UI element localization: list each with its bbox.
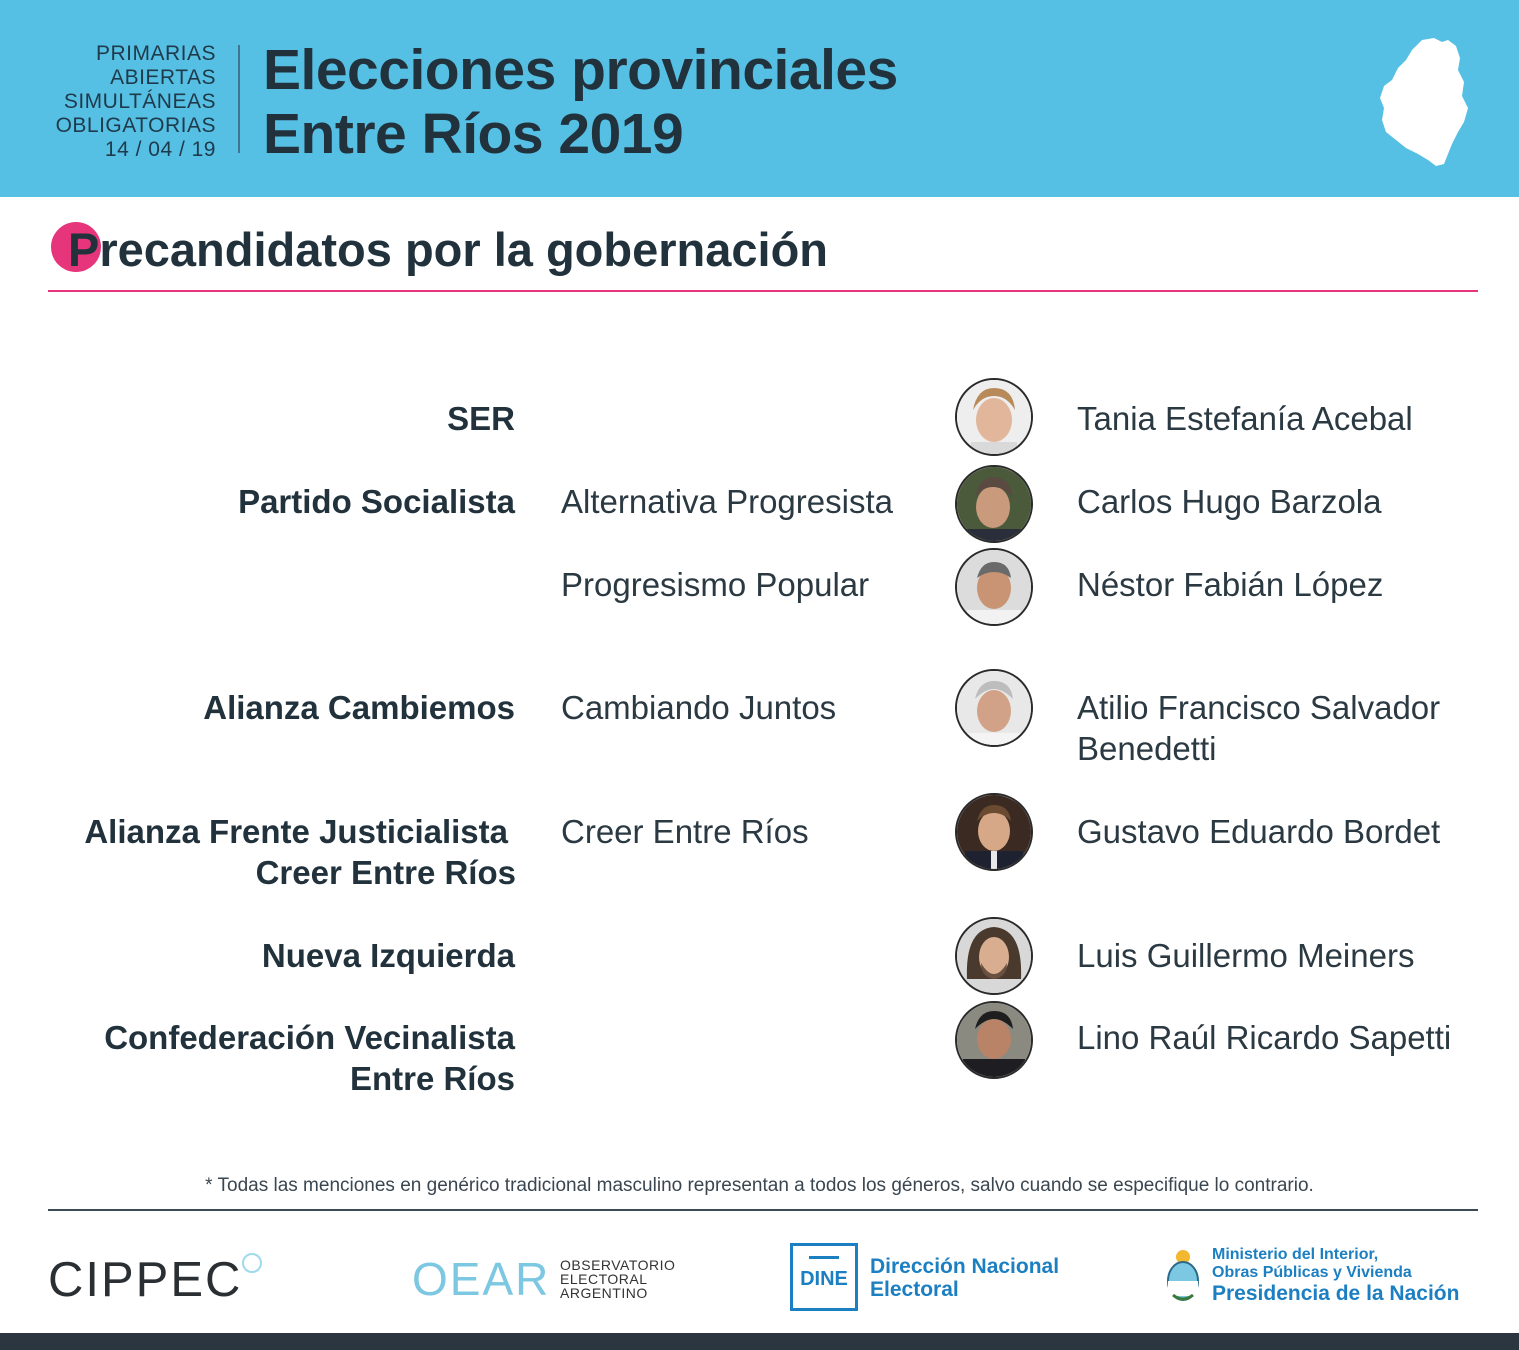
party-name (15, 687, 515, 728)
list-name: Progresismo Popular (561, 566, 870, 603)
section-title: Precandidatos por la gobernación (68, 223, 828, 276)
party-line: Alianza Frente Justicialista (84, 813, 508, 850)
section-divider (48, 290, 1478, 292)
ministry-label (1212, 1246, 1459, 1306)
list-name: Alternativa Progresista (561, 483, 893, 520)
dine-short: DINE (800, 1268, 848, 1290)
candidate-name (1077, 481, 1497, 522)
party-line: Alianza Cambiemos (203, 689, 515, 726)
subtitle-line: SIMULTÁNEAS (63, 90, 216, 113)
party-line: Creer Entre Ríos (255, 854, 516, 891)
party-line: Entre Ríos (349, 1060, 515, 1097)
ministry-line: Ministerio del Interior, (1212, 1246, 1379, 1263)
party-name (15, 935, 515, 976)
candidate-line: Atilio Francisco Salvador (1077, 689, 1441, 726)
party-name (15, 398, 515, 439)
party-line: Partido Socialista (238, 483, 515, 520)
party-name (15, 481, 515, 522)
presidency-label: Presidencia de la Nación (1212, 1282, 1460, 1305)
candidate-name (1077, 398, 1497, 439)
party-name (15, 1017, 515, 1099)
cippec-mark-icon (242, 1253, 262, 1273)
title-line-1: Elecciones provinciales (263, 38, 898, 102)
footnote: * Todas las menciones en genérico tradicional masculino representan a todos los géneros, salvo cuando se especifique lo contrario. (205, 1175, 1314, 1196)
party-line: SER (447, 400, 515, 437)
candidate-name (1077, 687, 1497, 769)
footer-divider (48, 1209, 1478, 1211)
candidate-line: Lino Raúl Ricardo Sapetti (1077, 1019, 1452, 1056)
election-date: 14 / 04 / 19 (104, 138, 216, 161)
dine-name-line: Electoral (870, 1278, 959, 1301)
oear-logo: OEAR (412, 1253, 551, 1305)
dine-name (870, 1255, 1059, 1301)
subtitle-line: PRIMARIAS (95, 42, 216, 65)
candidate-name (1077, 935, 1497, 976)
party-name (8, 811, 516, 893)
candidate-photo (955, 917, 1033, 995)
primaries-label (20, 42, 216, 162)
candidate-photo (955, 1001, 1033, 1079)
subtitle-line: OBLIGATORIAS (55, 114, 216, 137)
oear-subtitle (560, 1258, 675, 1300)
oear-sub-line: OBSERVATORIO (560, 1257, 676, 1273)
bottom-bar (0, 1333, 1519, 1350)
national-shield-icon (1163, 1247, 1203, 1307)
entre-rios-map-icon (1378, 36, 1474, 168)
candidate-photo (955, 793, 1033, 871)
list-name: Creer Entre Ríos (561, 813, 809, 850)
candidate-photo (955, 378, 1033, 456)
title-line-2: Entre Ríos 2019 (263, 102, 684, 166)
candidate-photo (955, 465, 1033, 543)
candidate-line: Luis Guillermo Meiners (1077, 937, 1415, 974)
cippec-logo: CIPPEC (48, 1253, 243, 1307)
candidate-line: Tania Estefanía Acebal (1077, 400, 1413, 437)
candidate-line: Benedetti (1077, 730, 1217, 767)
candidate-photo (955, 548, 1033, 626)
subtitle-line: ABIERTAS (110, 66, 216, 89)
dine-bar (809, 1256, 839, 1259)
oear-sub-line: ARGENTINO (560, 1285, 648, 1301)
dine-logo (790, 1243, 858, 1311)
list-name: Cambiando Juntos (561, 689, 837, 726)
party-line: Confederación Vecinalista (104, 1019, 515, 1056)
candidate-line: Carlos Hugo Barzola (1077, 483, 1382, 520)
header-divider (238, 45, 240, 153)
party-line: Nueva Izquierda (261, 937, 515, 974)
page-title (263, 38, 898, 166)
oear-sub-line: ELECTORAL (560, 1271, 648, 1287)
candidate-name (1077, 564, 1497, 605)
header-banner (0, 0, 1519, 197)
ministry-line: Obras Públicas y Vivienda (1212, 1264, 1412, 1281)
candidate-line: Gustavo Eduardo Bordet (1077, 813, 1441, 850)
dine-name-line: Dirección Nacional (870, 1255, 1060, 1278)
candidate-line: Néstor Fabián López (1077, 566, 1384, 603)
candidate-name (1077, 1017, 1497, 1058)
candidate-photo (955, 669, 1033, 747)
candidate-name (1077, 811, 1497, 852)
